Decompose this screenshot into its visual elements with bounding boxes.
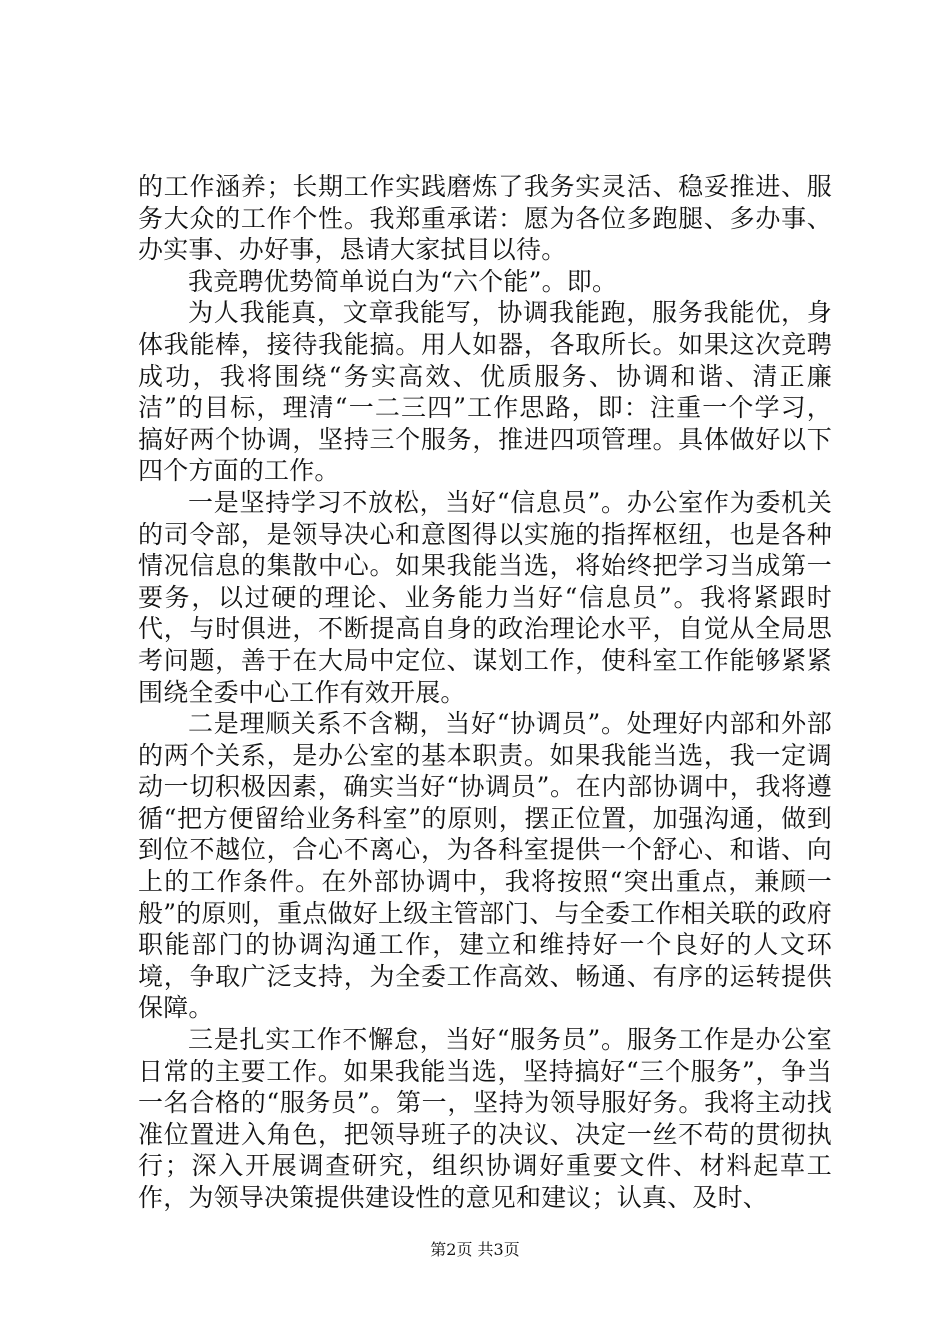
paragraph-3: 为人我能真，文章我能写，协调我能跑，服务我能优，身体我能棒，接待我能搞。用人如器，各取所长。如果这次竞聘成功，我将围绕“务实高效、优质服务、协调和谐、清正廉洁”的目标，理清“一二三四”工作思路，即：注重一个学习，搞好两个协调，坚持三个服务，推进四项管理。具体做好以下四个方面的工作。 — [138, 298, 832, 486]
paragraph-6: 三是扎实工作不懈怠，当好“服务员”。服务工作是办公室日常的主要工作。如果我能当选，坚持搞好“三个服务”，争当一名合格的“服务员”。第一，坚持为领导服好务。我将主动找准位置进入角色，把领导班子的决议、决定一丝不苟的贯彻执行；深入开展调查研究，组织协调好重要文件、材料起草工作，为领导决策提供建设性的意见和建议；认真、及时、 — [138, 1025, 832, 1212]
page-number-label: 第2页 共3页 — [430, 1240, 520, 1259]
page-footer — [0, 1240, 950, 1260]
paragraph-2: 我竞聘优势简单说白为“六个能”。即。 — [188, 266, 618, 296]
paragraph-4: 一是坚持学习不放松，当好“信息员”。办公室作为委机关的司令部，是领导决心和意图得以实施的指挥枢纽，也是各种情况信息的集散中心。如果我能当选，将始终把学习当成第一要务，以过硬的理论、业务能力当好“信息员”。我将紧跟时代，与时俱进，不断提高自身的政治理论水平，自觉从全局思考问题，善于在大局中定位、谋划工作，使科室工作能够紧紧围绕全委中心工作有效开展。 — [138, 487, 832, 707]
paragraph-5: 二是理顺关系不含糊，当好“协调员”。处理好内部和外部的两个关系，是办公室的基本职责。如果我能当选，我一定调动一切积极因素，确实当好“协调员”。在内部协调中，我将遵循“把方便留给业务科室”的原则，摆正位置，加强沟通，做到到位不越位，合心不离心，为各科室提供一个舒心、和谐、向上的工作条件。在外部协调中，我将按照“突出重点，兼顾一般”的原则，重点做好上级主管部门、与全委工作相关联的政府职能部门的协调沟通工作，建立和维持好一个良好的人文环境，争取广泛支持，为全委工作高效、畅通、有序的运转提供保障。 — [138, 709, 832, 1023]
document-body — [138, 171, 832, 1214]
paragraph-1: 的工作涵养；长期工作实践磨炼了我务实灵活、稳妥推进、服务大众的工作个性。我郑重承诺：愿为各位多跑腿、多办事、办实事、办好事，恳请大家拭目以待。 — [138, 172, 832, 265]
